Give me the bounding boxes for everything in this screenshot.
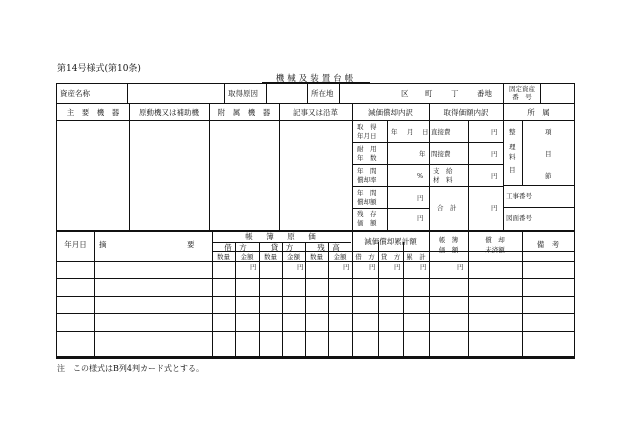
annual-amount-label-2: 償却額 (357, 198, 377, 206)
ward-label: 区 (401, 89, 409, 98)
col-divider (468, 120, 469, 230)
credit-header: 貸 方 (270, 243, 294, 252)
kou-label: 項 (545, 128, 552, 136)
yen-unit: 円 (297, 263, 304, 271)
col-divider (209, 103, 210, 230)
qty-header: 数量 (310, 253, 323, 261)
amount-header: 金額 (240, 253, 254, 261)
row-divider (352, 186, 429, 187)
yen-unit: 円 (343, 263, 350, 271)
fixed-asset-number-label: 固定資産 (509, 85, 535, 93)
asset-name-label: 資産名称 (60, 89, 90, 98)
useful-life-label-2: 年 数 (357, 154, 377, 162)
annual-rate-label: 年 間 (357, 167, 377, 175)
page-title: 機械及装置台帳 (275, 74, 357, 84)
acc-debit-header: 借 方 (355, 253, 375, 261)
history-header: 記事又は沿革 (293, 108, 338, 117)
row-divider (352, 208, 429, 209)
work-number-label: 工事番号 (506, 192, 532, 200)
setsu-label: 節 (545, 172, 552, 180)
percent-unit: % (417, 172, 424, 180)
location-label: 所在地 (311, 89, 334, 98)
row-divider (57, 120, 574, 121)
col-divider (352, 230, 353, 357)
balance-header: 残 高 (317, 243, 340, 252)
acc-credit-header: 貸 方 (380, 253, 401, 261)
bottom-border (57, 356, 574, 358)
row-divider (429, 142, 503, 143)
col-divider (522, 120, 523, 185)
seibi-label: 整 (509, 128, 516, 136)
total-label: 合 計 (437, 204, 457, 212)
moku-label: 目 (509, 166, 516, 174)
col-divider (339, 84, 340, 103)
row-divider (352, 142, 429, 143)
qty-header: 数量 (217, 253, 230, 261)
acquisition-cause-label: 取得原因 (228, 89, 258, 98)
form-number: 第14号様式(第10条) (57, 64, 141, 74)
col-divider (127, 84, 128, 103)
yen-unit: 円 (417, 214, 424, 222)
book-price-header: 帳 簿 原 価 (245, 232, 319, 241)
depreciation-detail-header: 減価償却内訳 (368, 108, 413, 117)
footnote: 注 この様式はB列4判カード式とする。 (57, 364, 204, 373)
col-divider (94, 230, 95, 357)
yen-unit: 円 (491, 172, 498, 180)
years-unit: 年 (419, 150, 426, 158)
yen-unit: 円 (394, 263, 401, 271)
remarks-header: 備 考 (536, 240, 560, 249)
accessory-header: 附 属 機 器 (217, 108, 271, 117)
belonging-header: 所 属 (527, 108, 550, 117)
row-divider (57, 296, 574, 297)
prime-mover-header: 原動機又は補助機 (139, 108, 199, 117)
summary-header: 摘 (99, 240, 107, 249)
col-divider (224, 84, 225, 103)
residual-label-2: 価 額 (357, 219, 377, 227)
col-divider (540, 84, 541, 103)
amount-header: 金額 (287, 253, 300, 261)
direct-cost-label: 直接費 (431, 128, 451, 136)
date-header: 年月日 (64, 240, 87, 249)
town-label: 町 (425, 89, 433, 98)
ryo-label: 料 (509, 153, 516, 161)
row-divider (352, 164, 429, 165)
annual-rate-label-2: 償却率 (357, 176, 377, 184)
book-value-header: 帳 簿 (438, 236, 459, 244)
useful-life-label: 耐 用 (357, 145, 377, 153)
col-divider (522, 230, 523, 357)
undepreciated-header: 償 却 (485, 236, 505, 244)
ledger-form (56, 83, 575, 359)
col-divider (429, 103, 430, 230)
month-unit: 月 (407, 128, 414, 136)
col-divider (307, 84, 308, 103)
main-equipment-header: 主 要 機 器 (66, 108, 120, 117)
acq-date-label: 取 得 (357, 123, 377, 131)
col-divider (129, 103, 130, 230)
fixed-asset-number-label-2: 番 号 (512, 93, 532, 101)
acquisition-price-header: 取得価額内訳 (443, 108, 489, 117)
drawing-number-label: 図面番号 (506, 214, 532, 222)
book-value-header-2: 価 額 (438, 246, 459, 254)
ri-label: 理 (509, 143, 516, 151)
row-divider (57, 313, 574, 314)
row-divider (429, 186, 503, 187)
row-divider (429, 164, 503, 165)
summary-header-2: 要 (187, 240, 195, 249)
acc-total-header: 累 計 (406, 253, 426, 261)
yen-unit: 円 (457, 263, 464, 271)
annual-amount-label: 年 間 (357, 189, 377, 197)
row-divider (57, 278, 574, 279)
col-divider (279, 103, 280, 230)
yen-unit: 円 (420, 263, 427, 271)
col-divider (503, 103, 504, 230)
supplied-material-label-2: 材 料 (433, 176, 453, 184)
moku-label-2: 目 (545, 150, 552, 158)
row-divider (57, 261, 574, 262)
year-unit: 年 (391, 128, 398, 136)
debit-header: 借 方 (224, 243, 247, 252)
row-divider (57, 331, 574, 332)
indirect-cost-label: 間接費 (431, 150, 451, 158)
undepreciated-header-2: 未済額 (485, 246, 505, 254)
supplied-material-label: 支 給 (433, 167, 453, 175)
chome-label: 丁 (451, 89, 459, 98)
yen-unit: 円 (369, 263, 376, 271)
amount-header: 金額 (333, 253, 347, 261)
yen-unit: 円 (491, 204, 498, 212)
row-divider (503, 185, 574, 186)
banchi-label: 番地 (477, 89, 492, 98)
accum-dep-header: 減価償却累計額 (364, 237, 417, 246)
yen-unit: 円 (250, 263, 257, 271)
col-divider (352, 103, 353, 230)
acq-date-label-2: 年月日 (357, 132, 377, 140)
yen-unit: 円 (491, 150, 498, 158)
col-divider (266, 84, 267, 103)
yen-unit: 円 (491, 128, 498, 136)
qty-header: 数量 (264, 253, 277, 261)
residual-label: 残 存 (357, 210, 377, 218)
row-divider (503, 207, 574, 208)
row-divider (57, 103, 574, 104)
col-divider (387, 120, 388, 230)
yen-unit: 円 (417, 194, 424, 202)
day-unit: 日 (422, 128, 429, 136)
